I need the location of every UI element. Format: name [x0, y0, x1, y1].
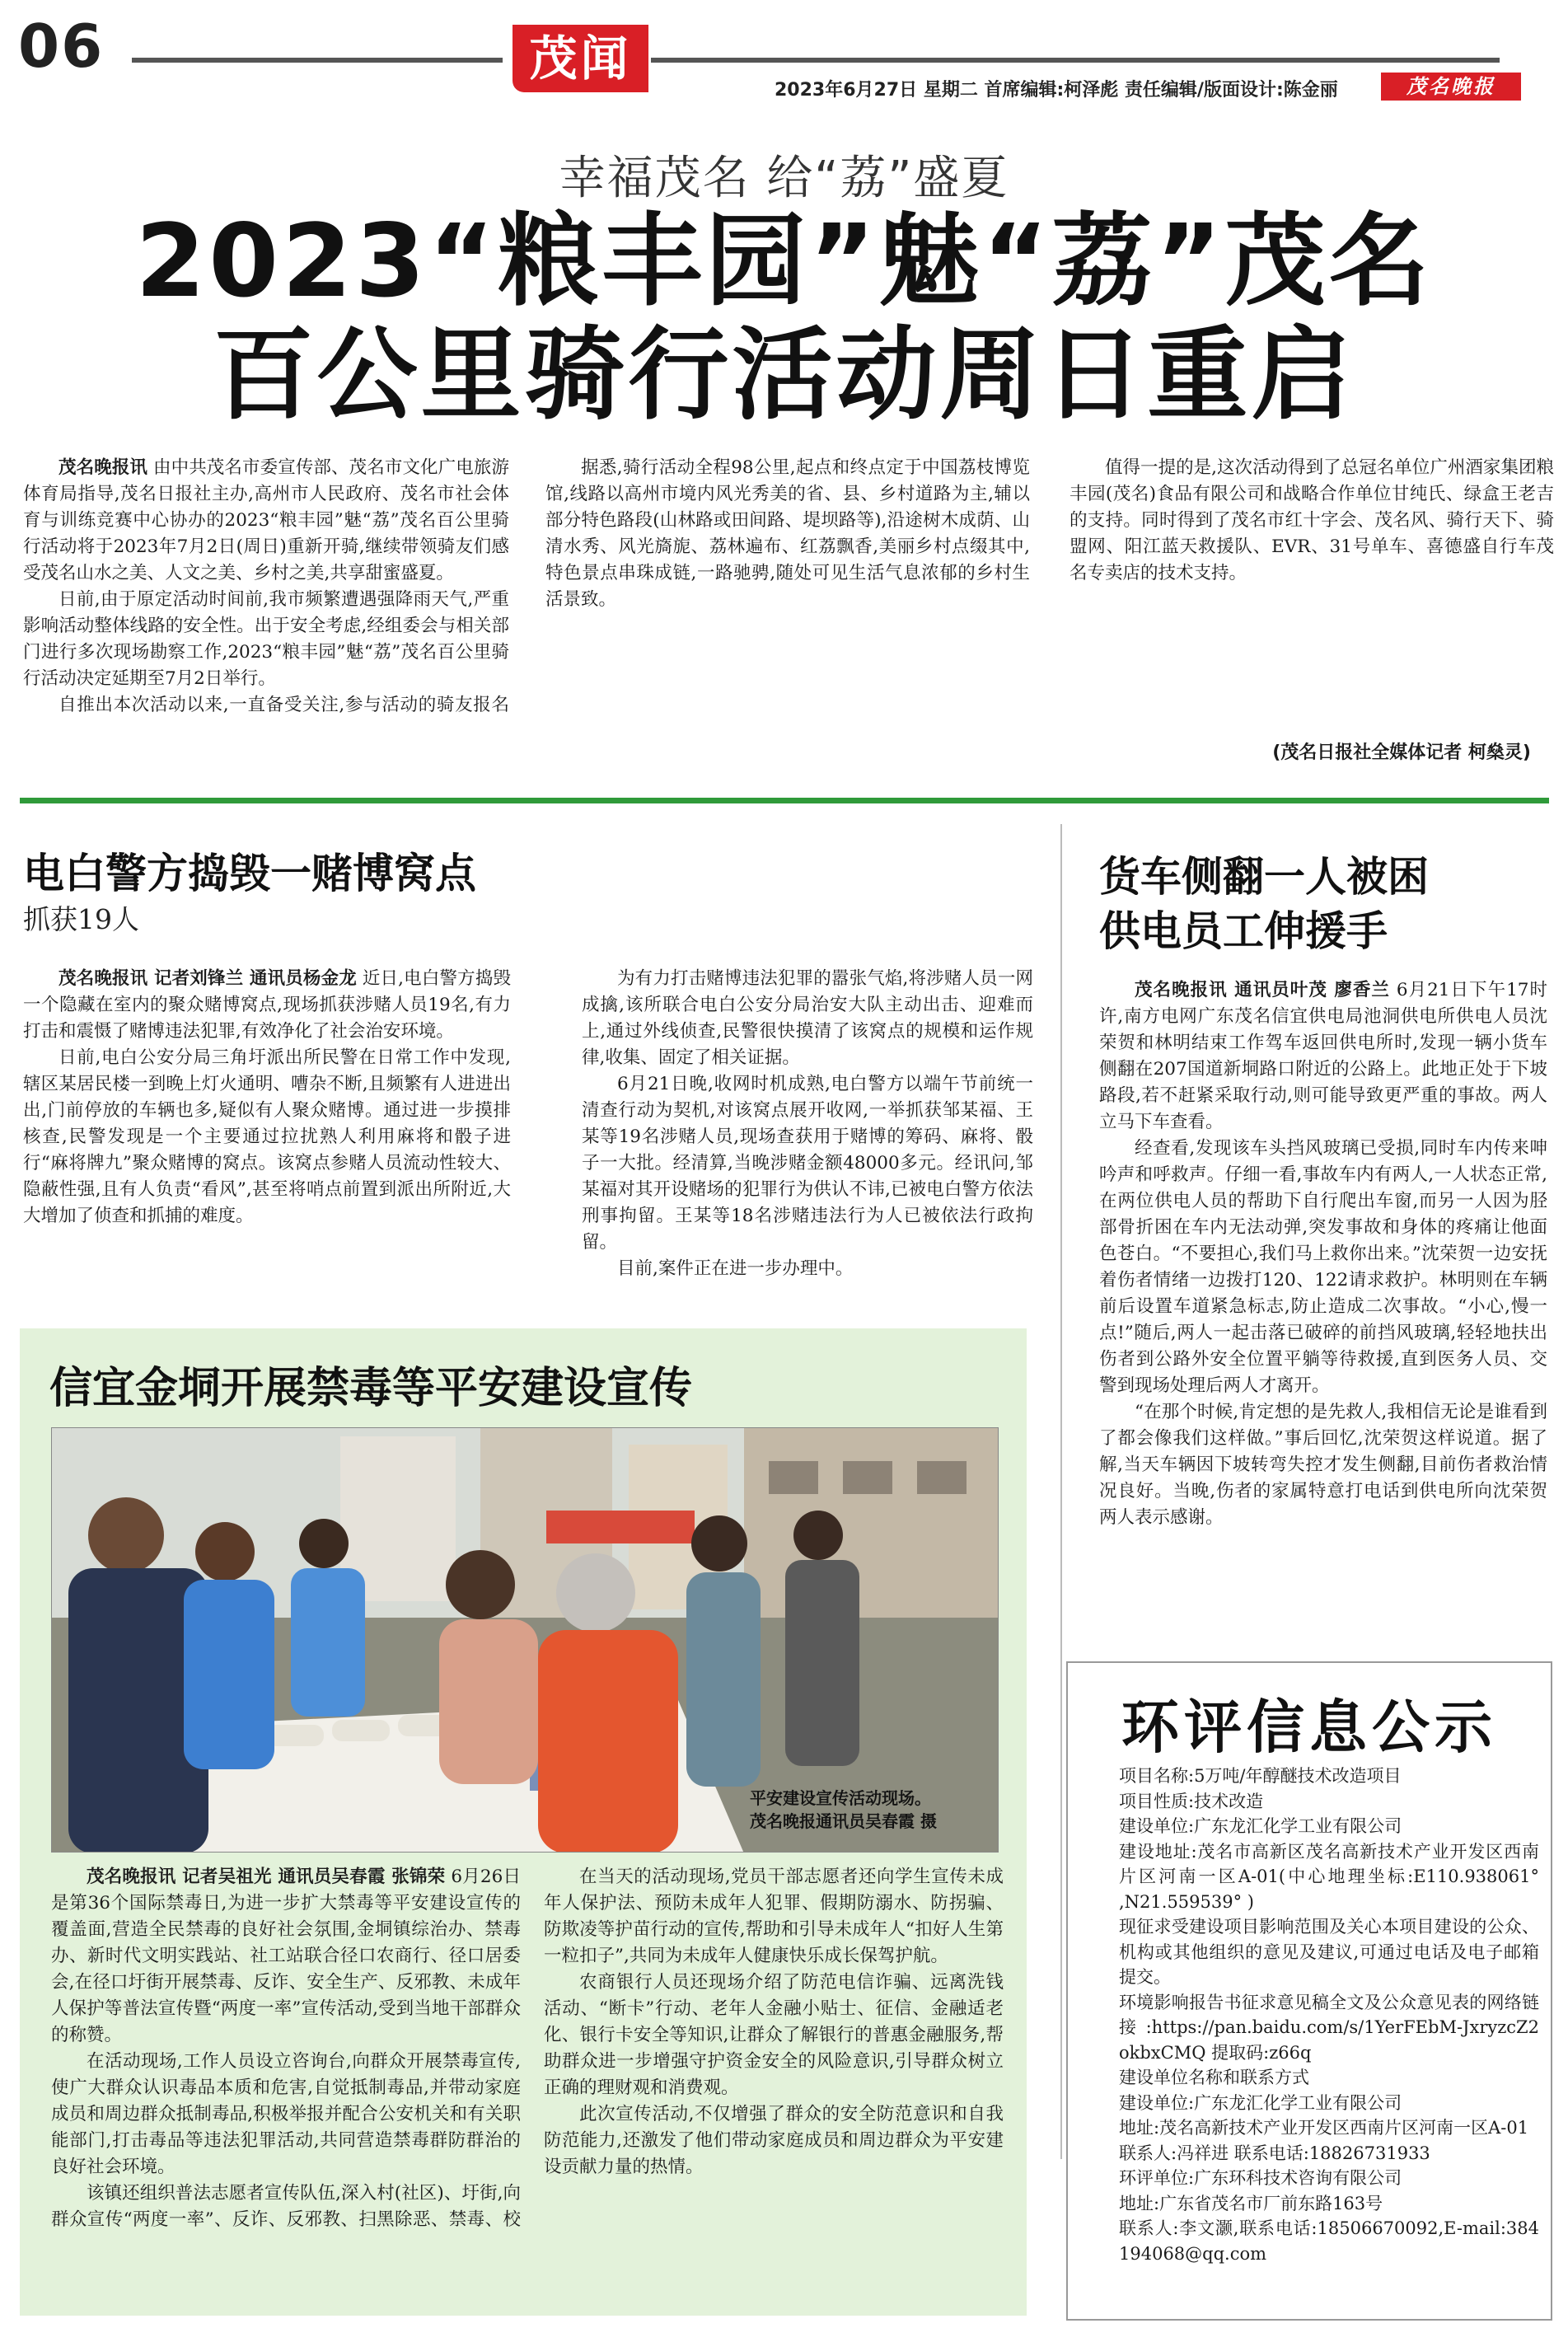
notice-contact: 联系人:李文灏,联系电话:18506670092,E-mail:384194068@qq.com — [1119, 2218, 1539, 2264]
story4-title: 信宜金垌开展禁毒等平安建设宣传 — [49, 1364, 693, 1413]
story3-title-line2: 供电员工伸援手 — [1099, 907, 1388, 955]
story2-paragraph-2: 日前,电白公安分局三角圩派出所民警在日常工作中发现,辖区某居民楼一到晚上灯火通明、嘈杂不断,且频繁有人进进出出,门前停放的车辆也多,疑似有人聚众赌博。通过进一步摸排核查,民警发现是一个主要通过拉扰熟人利用麻将和骰子进行“麻将牌九”聚众赌博的窝点。该窝点参赌人员流动性较大、隐蔽性强,且有人负责“看风”,甚至将哨点前置到派出所附近,大大增加了侦查和抓捕的难度。 — [23, 1047, 511, 1226]
story4-paragraph-3: 该镇还组织普法志愿者宣传队伍,深入村(社区)、圩街,向群众宣传“两度一率”、反诈、反邪教、扫黑除恶、禁毒、校 — [51, 2183, 521, 2230]
lead-paragraph-2: 日前,由于原定活动时间前,我市频繁遭遇强降雨天气,严重影响活动整体线路的安全性。出于安全考虑,经组委会与相关部门进行多次现场勘察工作,2023“粮丰园”魅“荔”茂名百公里骑行活动决定延期至7月2日举行。 — [23, 589, 509, 689]
notice-line: 项目名称:5万吨/年醇醚技术改造项目 — [1119, 1766, 1402, 1786]
header-meta: 2023年6月27日 星期二 首席编辑:柯泽彪 责任编辑/版面设计:陈金丽 — [775, 80, 1338, 101]
story4-caption-line1: 平安建设宣传活动现场。 — [750, 1788, 931, 1808]
story4-caption — [750, 1787, 937, 1833]
notice-line: 建设地址:茂名市高新区茂名高新技术产业开发区西南片区河南一区A-01(中心地理坐标:E110.938061° ,N21.559539° ) — [1119, 1841, 1539, 1912]
notice-line: 建设单位名称和联系方式 — [1119, 2068, 1309, 2087]
story4-caption-line2: 茂名晚报通讯员吴春霞 摄 — [750, 1811, 937, 1831]
lead-headline-line2: 百公里骑行活动周日重启 — [213, 316, 1355, 433]
masthead-logo: 茂名晚报 — [1381, 73, 1521, 101]
notice-line: 地址:茂名高新技术产业开发区西南片区河南一区A-01 — [1119, 2118, 1529, 2138]
notice-line: 环评单位:广东环科技术咨询有限公司 — [1119, 2168, 1402, 2188]
story3-title-line1: 货车侧翻一人被困 — [1099, 853, 1429, 901]
lead-column-3 — [1070, 455, 1554, 587]
story4-paragraph-2: 在活动现场,工作人员设立咨询台,向群众开展禁毒宣传,使广大群众认识毒品本质和危害,自觉抵制毒品,并带动家庭成员和周边群众抵制毒品,积极举报并配合公安机关和有关职能部门,打击毒品等违法犯罪活动,共同营造禁毒群防群治的良好社会环境。 — [51, 2051, 521, 2177]
lead-credit: (茂名日报社全媒体记者 柯燊灵) — [1272, 742, 1531, 763]
lead-column-2 — [545, 455, 1030, 613]
story2-paragraph-4: 6月21日晚,收网时机成熟,电白警方以端午节前统一清查行动为契机,对该窝点展开收网,一举抓获邹某福、王某等19名涉赌人员,现场查获用于赌博的筹码、麻将、骰子一大批。经清算,当晚涉赌金额48000多元。经讯问,邹某福对其开设赌场的犯罪行为供认不讳,已被电白警方依法刑事拘留。王某等18名涉赌违法行为人已被依法行政拘留。 — [582, 1074, 1033, 1253]
notice-line: 项目性质:技术改造 — [1119, 1791, 1264, 1811]
section-divider — [20, 798, 1549, 803]
story4-paragraph-4: 在当天的活动现场,党员干部志愿者还向学生宣传未成年人保护法、预防未成年人犯罪、假期防溺水、防拐骗、防欺凌等护苗行动的宣传,帮助和引导未成年人“扣好人生第一粒扣子”,共同为未成年人健康快乐成长保驾护航。 — [544, 1867, 1004, 1966]
lead-byline: 茂名晚报讯 — [59, 457, 148, 478]
notice-line: 联系人:冯祥进 联系电话:18826731933 — [1119, 2143, 1430, 2163]
story4-column-2 — [544, 1864, 1004, 2180]
notice-link[interactable]: 环境影响报告书征求意见稿全文及公众意见表的网络链接:https://pan.baidu.com/s/1YerFEbM-JxryzcZ2okbxCMQ 提取码:z66q — [1119, 1992, 1539, 2063]
story2-paragraph-1: 近日,电白警方捣毁一个隐藏在室内的聚众赌博窝点,现场抓获涉赌人员19名,有力打击和震慑了赌博违法犯罪,有效净化了社会治安环境。 — [23, 968, 511, 1042]
story4-paragraph-1: 6月26日是第36个国际禁毒日,为进一步扩大禁毒等平安建设宣传的覆盖面,营造全民禁毒的良好社会氛围,金垌镇综治办、禁毒办、新时代文明实践站、社工站联合径口农商行、径口居委会,在径口圩街开展禁毒、反诈、安全生产、反邪教、未成年人保护等普法宣传暨“两度一率”宣传活动,受到当地干部群众的称赞。 — [51, 1867, 521, 2045]
notice-line: 现征求受建设项目影响范围及关心本项目建设的公众、机构或其他组织的意见及建议,可通过电话及电子邮箱提交。 — [1119, 1917, 1539, 1987]
story4-column-1 — [51, 1864, 521, 2233]
story2-paragraph-5: 目前,案件正在进一步办理中。 — [617, 1258, 854, 1279]
story3-byline: 茂名晚报讯 通讯员叶茂 廖香兰 — [1135, 980, 1390, 1000]
notice-body — [1119, 1764, 1539, 2266]
story4-byline: 茂名晚报讯 记者吴祖光 通讯员吴春霞 张锦荣 — [87, 1867, 446, 1887]
story3-paragraph-1: 6月21日下午17时许,南方电网广东茂名信宜供电局池洞供电所供电人员沈荣贺和林明结束工作驾车返回供电所时,发现一辆小货车侧翻在207国道新垌路口附近的公路上。此地正处于下坡路段,若不赶紧采取行动,则可能导致更严重的事故。两人立马下车查看。 — [1099, 980, 1547, 1132]
notice-line: 建设单位:广东龙汇化学工业有限公司 — [1119, 1816, 1402, 1836]
story4-paragraph-5: 农商银行人员还现场介绍了防范电信诈骗、远离洗钱活动、“断卡”行动、老年人金融小贴士、征信、金融适老化、银行卡安全等知识,让群众了解银行的普惠金融服务,帮助群众进一步增强守护资金安全的风险意识,引导群众树立正确的理财观和消费观。 — [544, 1972, 1004, 2098]
lead-headline-line1: 2023“粮丰园”魅“荔”茂名 — [135, 203, 1433, 320]
lead-paragraph-4: 据悉,骑行活动全程98公里,起点和终点定于中国荔枝博览馆,线路以高州市境内风光秀美的省、县、乡村道路为主,辅以部分特色路段(山林路或田间路、堤坝路等),沿途树木成荫、山清水秀、风光旖旎、荔林遍布、红荔飘香,美丽乡村点缀其中,特色景点串珠成链,一路驰骋,随处可见生活气息浓郁的乡村生活景致。 — [545, 457, 1030, 610]
notice-line: 地址:广东省茂名市厂前东路163号 — [1119, 2193, 1383, 2213]
lead-kicker: 幸福茂名 给“荔”盛夏 — [559, 152, 1009, 205]
section-badge: 茂闻 — [513, 25, 648, 92]
header-rule-left — [132, 58, 503, 63]
lead-paragraph-1: 由中共茂名市委宣传部、茂名市文化广电旅游体育局指导,茂名日报社主办,高州市人民政府、茂名市社会体育与训练竞赛中心协办的2023“粮丰园”魅“荔”茂名百公里骑行活动将于2023年7月2日(周日)重新开骑,继续带领骑友们感受茂名山水之美、人文之美、乡村之美,共享甜蜜盛夏。 — [23, 457, 509, 583]
column-divider — [1060, 824, 1062, 2159]
story2-byline: 茂名晚报讯 记者刘锋兰 通讯员杨金龙 — [59, 968, 357, 989]
story2-column-1 — [23, 966, 511, 1230]
story4-paragraph-6: 此次宣传活动,不仅增强了群众的安全防范意识和自我防范能力,还激发了他们带动家庭成员和周边群众为平安建设贡献力量的热情。 — [544, 2104, 1004, 2177]
story3-paragraph-3: “在那个时候,肯定想的是先救人,我相信无论是谁看到了都会像我们这样做。”事后回忆,沈荣贺这样说道。据了解,当天车辆因下坡转弯失控才发生侧翻,目前伤者救治情况良好。当晚,伤者的家属特意打电话到供电所向沈荣贺两人表示感谢。 — [1099, 1402, 1547, 1528]
story2-subtitle: 抓获19人 — [23, 903, 139, 935]
lead-column-1 — [23, 455, 509, 719]
lead-paragraph-5: 值得一提的是,这次活动得到了总冠名单位广州酒家集团粮丰园(茂名)食品有限公司和战略合作单位甘纯氏、绿盒王老吉的支持。同时得到了茂名市红十字会、茂名风、骑行天下、骑盟网、阳江蓝天救援队、EVR、31号单车、喜德盛自行车茂名专卖店的技术支持。 — [1070, 457, 1554, 583]
story3-paragraph-2: 经查看,发现该车头挡风玻璃已受损,同时车内传来呻吟声和呼救声。仔细一看,事故车内有两人,一人状态正常,在两位供电人员的帮助下自行爬出车窗,而另一人因为胫部骨折困在车内无法动弹,突发事故和身体的疼痛让他面色苍白。“不要担心,我们马上救你出来。”沈荣贺一边安抚着伤者情绪一边拨打120、122请求救护。林明则在车辆前后设置车道紧急标志,防止造成二次事故。“小心,慢一点!”随后,两人一起击落已破碎的前挡风玻璃,轻轻地扶出伤者到公路外安全位置平躺等待救援,直到医务人员、交警到现场处理后两人才离开。 — [1099, 1138, 1547, 1396]
lead-paragraph-3: 自推出本次活动以来,一直备受关注,参与活动的骑友报名 — [59, 695, 509, 715]
header-rule-right — [651, 58, 1500, 63]
page-number: 06 — [18, 12, 105, 81]
notice-title: 环评信息公示 — [1121, 1693, 1497, 1761]
story3-column — [1099, 977, 1547, 1531]
story2-column-2 — [582, 966, 1033, 1282]
notice-line: 建设单位:广东龙汇化学工业有限公司 — [1119, 2092, 1402, 2113]
story2-paragraph-3: 为有力打击赌博违法犯罪的嚣张气焰,将涉赌人员一网成擒,该所联合电白公安分局治安大队主动出击、迎难而上,通过外线侦查,民警很快摸清了该窝点的规模和运作规律,收集、固定了相关证据。 — [582, 968, 1033, 1068]
story2-title: 电白警方捣毁一赌博窝点 — [23, 850, 476, 897]
